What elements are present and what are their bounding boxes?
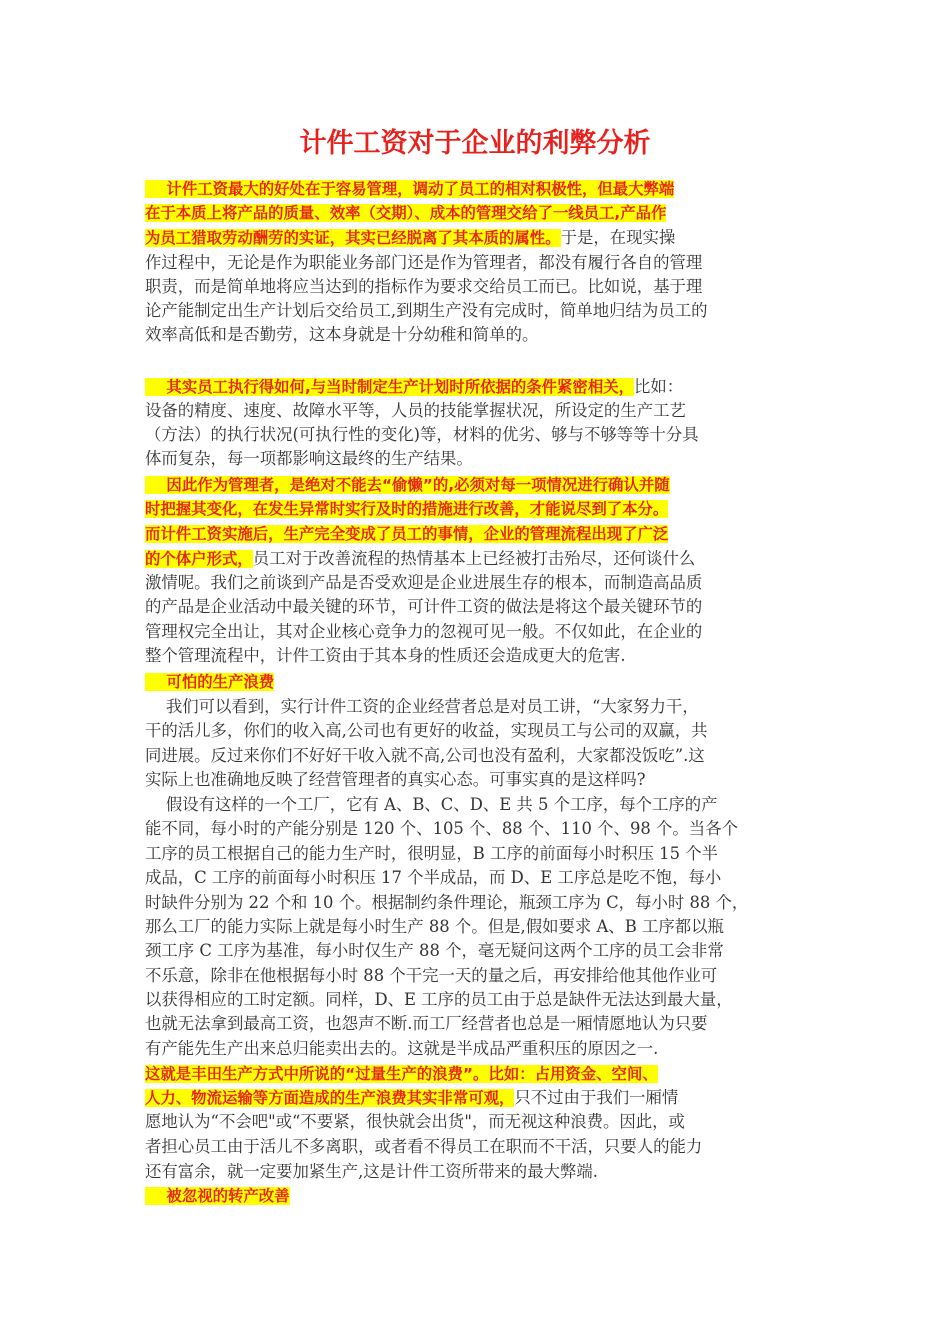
- text-line: [145, 446, 473, 472]
- text-segment: 干的活儿多，你们的收入高,公司也有更好的收益，实现员工与公司的双赢，共: [145, 721, 708, 740]
- text-line: [145, 274, 702, 300]
- text-line: [145, 643, 626, 669]
- page-title: 计件工资对于企业的利弊分析: [299, 128, 651, 159]
- text-line: [145, 546, 695, 572]
- text-line: [145, 669, 274, 695]
- text-line: [145, 1036, 658, 1062]
- text-segment: 那么工厂的能力实际上就是每小时生产 88 个。但是,假如要求 A、B 工序都以瓶: [145, 917, 724, 936]
- text-line: [145, 694, 699, 720]
- text-segment: 时缺件分别为 22 个和 10 个。根据制约条件理论，瓶颈工序为 C，每小时 88 个，: [145, 893, 749, 912]
- text-segment: 以获得相应的工时定额。同样，D、E 工序的员工由于总是缺件无法达到最大量，: [145, 990, 733, 1009]
- text-line: [145, 1134, 702, 1160]
- text-line: [145, 496, 668, 522]
- text-segment: 激情呢。我们之前谈到产品是否受欢迎是企业进展生存的根本，而制造高品质: [145, 573, 703, 592]
- highlighted-text: 人力、物流运输等方面造成的生产浪费其实非常可观，: [145, 1089, 515, 1107]
- text-line: [145, 816, 738, 842]
- text-segment: 工序的员工根据自己的能力生产时，很明显，B 工序的前面每小时积压 15 个半: [145, 844, 719, 863]
- highlighted-text: 计件工资最大的好处在于容易管理，调动了员工的相对积极性，但最大弊端: [145, 180, 675, 198]
- highlighted-text: 为员工猎取劳动酬劳的实证，其实已经脱离了其本质的属性。: [145, 229, 561, 247]
- text-segment: 于是，在现实操: [560, 228, 676, 247]
- text-segment: 比如：: [634, 377, 684, 396]
- highlighted-text: 时把握其变化，在发生异常时实行及时的措施进行改善，才能说尽到了本分。: [145, 500, 669, 518]
- text-line: [145, 890, 748, 916]
- text-segment: 颈工序 C 工序为基准，每小时仅生产 88 个，毫无疑问这两个工序的员工会非常: [145, 941, 724, 960]
- highlighted-text: 而计件工资实施后，生产完全变成了员工的事情，企业的管理流程出现了广泛: [145, 525, 669, 543]
- text-line: [145, 1061, 658, 1087]
- text-segment: 也就无法拿到最高工资，也怨声不断.而工厂经营者也总是一厢情愿地认为只要: [145, 1014, 708, 1033]
- text-segment: 职责，而是简单地将应当达到的指标作为要求交给员工而已。比如说，基于理: [145, 277, 703, 296]
- text-line: [145, 225, 675, 251]
- text-line: [145, 792, 718, 818]
- highlighted-text: 因此作为管理者，是绝对不能去“偷懒”的,必须对每一项情况进行确认并随: [145, 476, 670, 494]
- text-segment: 作过程中，无论是作为职能业务部门还是作为管理者，都没有履行各自的管理: [145, 253, 703, 272]
- text-segment: 还有富余，就一定要加紧生产,这是计件工资所带来的最大弊端.: [145, 1162, 598, 1181]
- text-line: [145, 422, 699, 448]
- text-line: [145, 963, 717, 989]
- highlighted-text: 的个体户形式，: [145, 550, 253, 568]
- text-line: [145, 619, 702, 645]
- text-segment: 员工对于改善流程的热情基本上已经被打击殆尽，还何谈什么: [252, 549, 696, 568]
- text-line: [145, 718, 708, 744]
- text-segment: （方法）的执行状况(可执行性的变化)等，材料的优劣、够与不够等等十分具: [145, 425, 699, 444]
- text-line: [145, 938, 724, 964]
- highlighted-text: 在于本质上将产品的质量、效率（交期）、成本的管理交给了一线员工,产品作: [145, 204, 667, 222]
- text-line: [145, 594, 702, 620]
- text-line: [145, 250, 702, 276]
- text-line: [145, 743, 705, 769]
- text-segment: 体而复杂，每一项都影响这最终的生产结果。: [145, 449, 473, 468]
- text-segment: 有产能先生产出来总归能卖出去的。这就是半成品严重积压的原因之一.: [145, 1039, 659, 1058]
- text-segment: 的产品是企业活动中最关键的环节，可计件工资的做法是将这个最关键环节的: [145, 597, 703, 616]
- text-line: [145, 1085, 678, 1111]
- text-segment: 整个管理流程中，计件工资由于其本身的性质还会造成更大的危害.: [145, 646, 626, 665]
- text-segment: 者担心员工由于活儿不多离职，或者看不得员工在职而不干活，只要人的能力: [145, 1137, 703, 1156]
- highlighted-text: 可怕的生产浪费: [145, 673, 275, 691]
- text-segment: 能不同，每小时的产能分别是 120 个、105 个、88 个、110 个、98 个。当各个: [145, 819, 738, 838]
- text-line: [145, 865, 721, 891]
- text-segment: 愿地认为“不会吧"或“不要紧，很快就会出货"，而无视这种浪费。因此，或: [145, 1112, 685, 1131]
- text-line: [145, 398, 686, 424]
- text-line: [145, 914, 724, 940]
- text-line: [145, 1011, 708, 1037]
- text-line: [145, 767, 646, 793]
- highlighted-text: 被忽视的转产改善: [145, 1187, 290, 1205]
- text-segment: 效率高低和是否勤劳，这本身就是十分幼稚和简单的。: [145, 325, 539, 344]
- text-segment: 实际上也准确地反映了经营管理者的真实心态。可事实真的是这样吗?: [145, 770, 646, 789]
- text-line: [145, 298, 708, 324]
- text-line: [145, 841, 718, 867]
- text-segment: 只不过由于我们一厢情: [514, 1088, 679, 1107]
- text-line: [145, 200, 666, 226]
- highlighted-text: 这就是丰田生产方式中所说的“过量生产的浪费”。比如：占用资金、空间、: [145, 1065, 658, 1083]
- text-segment: 假设有这样的一个工厂，它有 A、B、C、D、E 共 5 个工序，每个工序的产: [145, 795, 718, 814]
- text-line: [145, 1109, 685, 1135]
- text-line: [145, 176, 674, 202]
- highlighted-text: 其实员工执行得如何,与当时制定生产计划时所依据的条件紧密相关，: [145, 378, 634, 396]
- text-segment: 同进展。反过来你们不好好干收入就不高,公司也没有盈利，大家都没饭吃”.这: [145, 746, 705, 765]
- text-line: [145, 472, 670, 498]
- text-line: [145, 521, 668, 547]
- text-line: [145, 570, 702, 596]
- text-line: [145, 1159, 598, 1185]
- text-segment: 管理权完全出让，其对企业核心竞争力的忽视可见一般。不仅如此，在企业的: [145, 622, 703, 641]
- text-line: [145, 1183, 290, 1209]
- text-line: [145, 322, 538, 348]
- text-segment: 成品，C 工序的前面每小时积压 17 个半成品，而 D、E 工序总是吃不饱，每小: [145, 868, 722, 887]
- text-segment: 我们可以看到，实行计件工资的企业经营者总是对员工讲，“大家努力干，: [145, 697, 699, 716]
- text-line: [145, 374, 683, 400]
- text-line: [145, 987, 733, 1013]
- text-segment: 不乐意，除非在他根据每小时 88 个干完一天的量之后，再安排给他其他作业可: [145, 966, 718, 985]
- text-segment: 论产能制定出生产计划后交给员工,到期生产没有完成时，简单地归结为员工的: [145, 301, 708, 320]
- text-segment: 设备的精度、速度、故障水平等，人员的技能掌握状况，所设定的生产工艺: [145, 401, 686, 420]
